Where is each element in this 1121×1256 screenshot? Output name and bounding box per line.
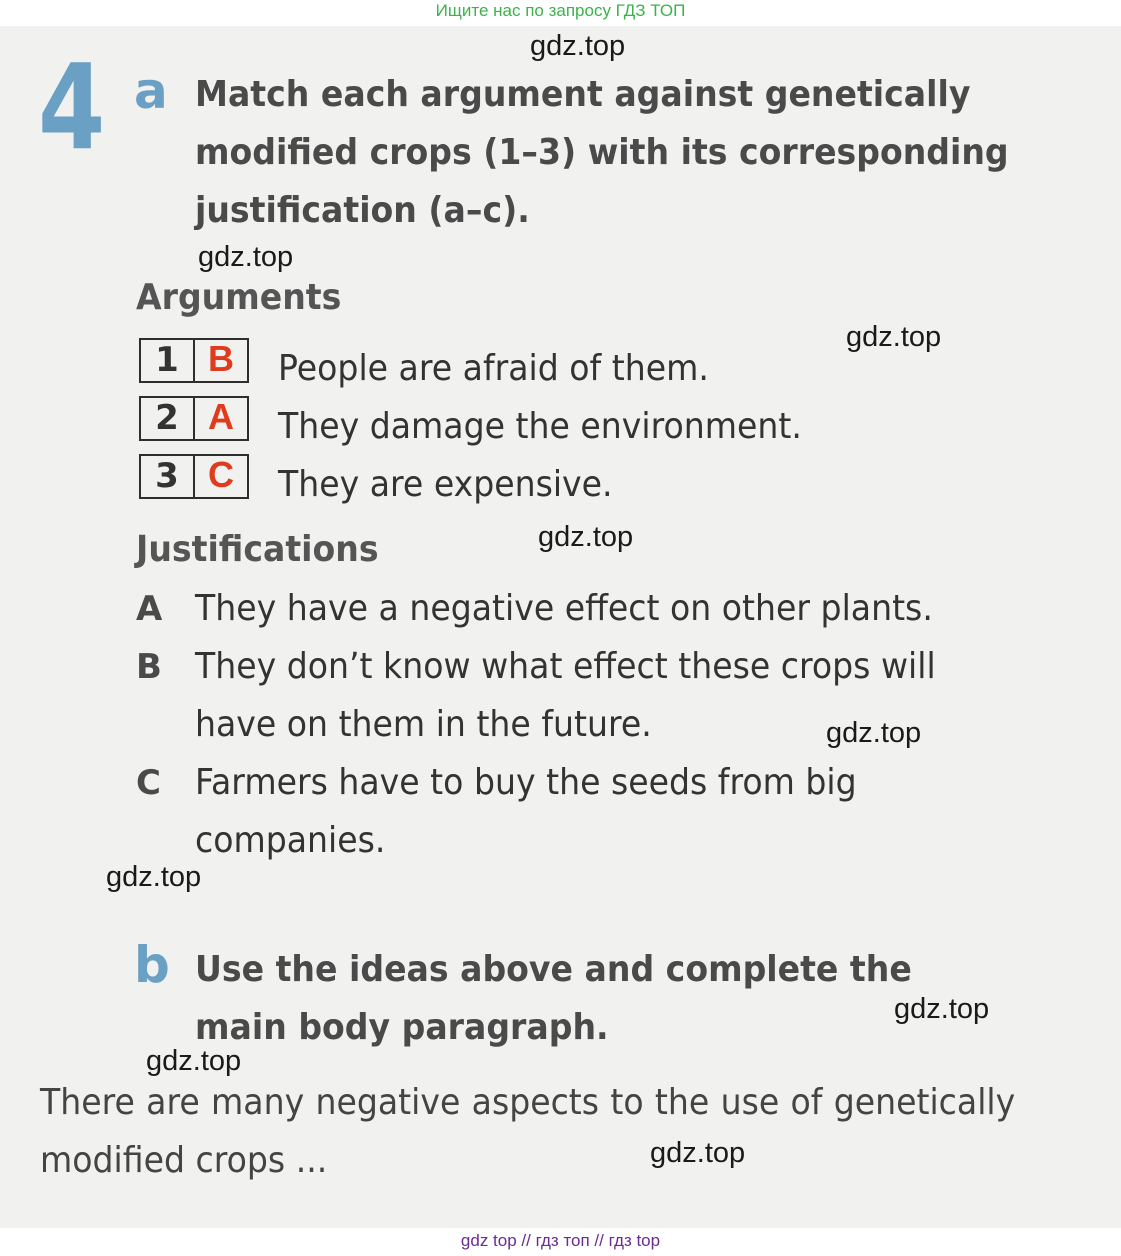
argument-text: They are expensive. — [278, 464, 613, 505]
part-b-instruction: Use the ideas above and complete the main body paragraph. — [195, 949, 912, 1048]
arguments-heading: Arguments — [136, 277, 342, 318]
answer-box-1 — [139, 338, 249, 383]
watermark: gdz.top — [846, 321, 942, 353]
watermark: gdz.top — [198, 241, 294, 273]
justification-text-continued: have on them in the future. — [195, 704, 652, 745]
argument-text: They damage the environment. — [278, 406, 802, 447]
justifications-heading: Justifications — [136, 529, 379, 570]
exercise-number: 4 — [38, 38, 106, 176]
argument-number: 3 — [141, 456, 195, 497]
watermark: gdz.top — [538, 521, 634, 553]
justification-text: Farmers have to buy the seeds from big — [195, 762, 857, 803]
watermark: gdz.top — [826, 717, 922, 749]
answer-box-3 — [139, 454, 249, 499]
justification-letter: B — [136, 647, 162, 687]
watermark: gdz.top — [146, 1045, 242, 1077]
justification-text: They have a negative effect on other plants. — [195, 588, 933, 629]
part-a-instruction: Match each argument against genetically modified crops (1–3) with its corresponding justification (a–c). — [195, 74, 1009, 231]
watermark: gdz.top — [106, 861, 202, 893]
answer-letter: A — [208, 396, 234, 437]
watermark: gdz.top — [894, 993, 990, 1025]
answer-box-2 — [139, 396, 249, 441]
bottom-banner[interactable]: gdz top // гдз топ // гдз top — [460, 1231, 661, 1250]
watermark: gdz.top — [530, 30, 626, 62]
part-b-letter: b — [134, 936, 170, 994]
argument-text: People are afraid of them. — [278, 348, 709, 389]
justification-text: They don’t know what effect these crops will — [195, 646, 936, 687]
justification-letter: A — [136, 589, 163, 629]
answer-letter: C — [208, 454, 234, 495]
answer-letter: B — [208, 338, 234, 379]
top-banner[interactable]: Ищите нас по запросу ГДЗ ТОП — [435, 1, 686, 20]
part-a-letter: a — [134, 62, 168, 120]
paragraph-starter: There are many negative aspects to the use of genetically modified crops ... — [40, 1082, 1016, 1181]
argument-number: 1 — [141, 340, 195, 381]
justification-text-continued: companies. — [195, 820, 386, 861]
argument-number: 2 — [141, 398, 195, 439]
watermark: gdz.top — [650, 1137, 746, 1169]
justification-letter: C — [136, 763, 161, 803]
